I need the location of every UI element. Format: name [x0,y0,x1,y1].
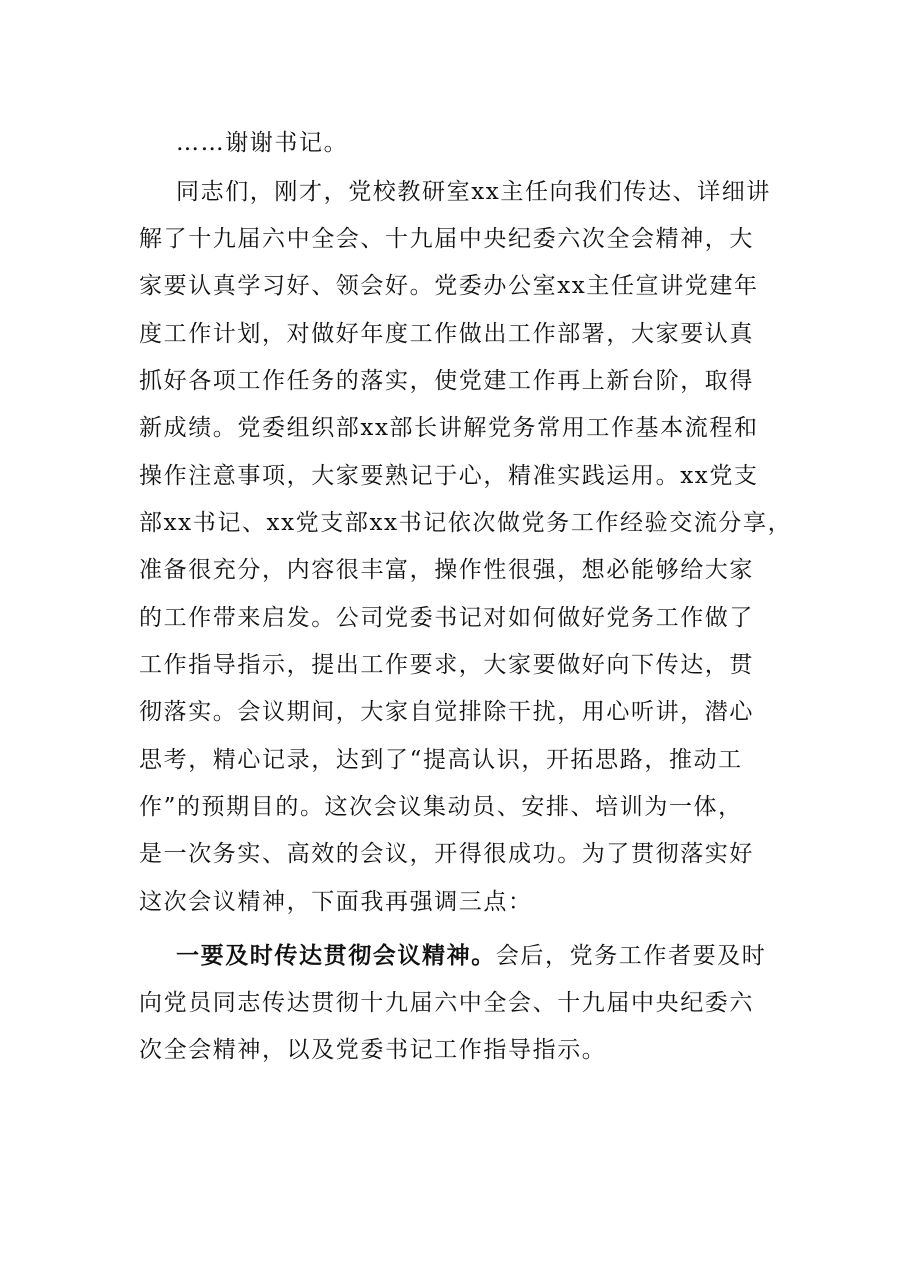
paragraph-line: 抓好各项工作任务的落实，使党建工作再上新台阶，取得 [139,368,754,394]
paragraph-line: 作”的预期目的。这次会议集动员、安排、培训为一体， [139,794,743,820]
paragraph-line: 思考，精心记录，达到了“提高认识，开拓思路，推动工 [139,747,743,773]
paragraph-line: 工作指导指示，提出工作要求，大家要做好向下传达，贯 [139,652,754,678]
paragraph-line: 的工作带来启发。公司党委书记对如何做好党务工作做了 [139,605,754,631]
paragraph-line: 准备很充分，内容很丰富，操作性很强，想必能够给大家 [139,557,754,583]
paragraph-line: 同志们，刚才，党校教研室xx主任向我们传达、详细讲 [176,179,771,205]
paragraph-line: 新成绩。党委组织部xx部长讲解党务常用工作基本流程和 [139,415,759,441]
paragraph-line: 家要认真学习好、领会好。党委办公室xx主任宣讲党建年 [139,273,759,299]
point-one-text: 会后，党务工作者要及时 [495,943,767,969]
paragraph-line: 向党员同志传达贯彻十九届六中全会、十九届中央纪委六 [139,990,754,1016]
point-one-first-line [176,941,766,971]
paragraph-line: 这次会议精神，下面我再强调三点： [139,889,533,915]
paragraph-line: 次全会精神，以及党委书记工作指导指示。 [139,1037,607,1063]
point-one-heading: 一要及时传达贯彻会议精神。 [176,942,496,969]
paragraph-line: 操作注意事项，大家要熟记于心，精准实践运用。xx党支 [139,463,759,489]
paragraph-line: 部xx书记、xx党支部xx书记依次做党务工作经验交流分享， [139,510,793,536]
paragraph-line: 解了十九届六中全会、十九届中央纪委六次全会精神，大 [139,226,754,252]
paragraph-line: 度工作计划，对做好年度工作做出工作部署，大家要认真 [139,321,754,347]
paragraph-line: 彻落实。会议期间，大家自觉排除干扰，用心听讲，潜心 [139,699,754,725]
closing-line: ……谢谢书记。 [176,130,349,156]
paragraph-line: 是一次务实、高效的会议，开得很成功。为了贯彻落实好 [139,841,754,867]
